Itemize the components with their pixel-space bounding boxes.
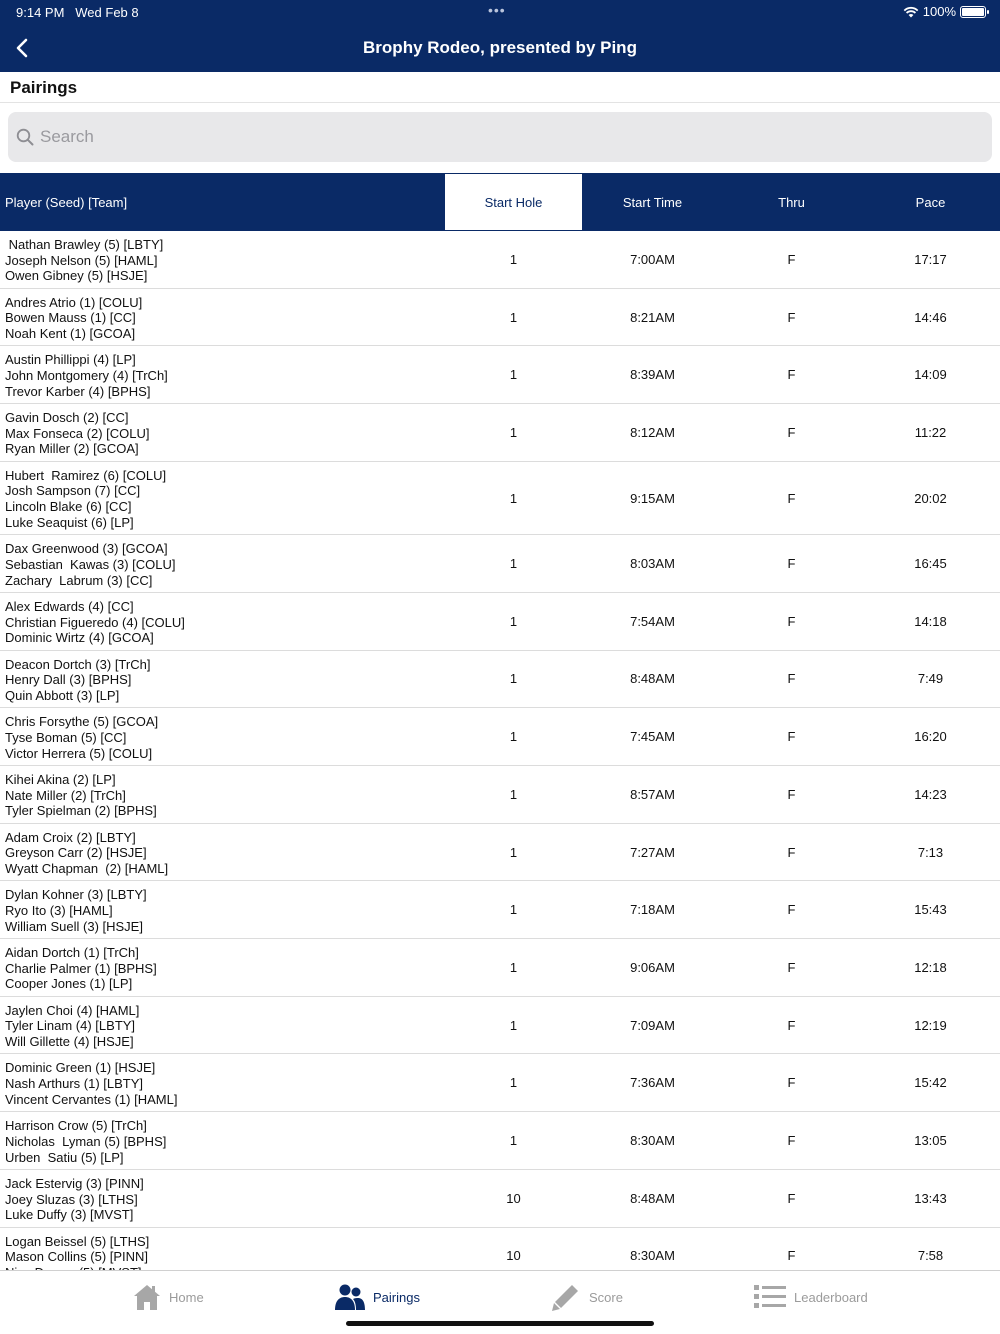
table-row[interactable] — [0, 766, 1000, 824]
player-name: Trevor Karber (4) [BPHS] — [5, 383, 151, 399]
player-name: Gavin Dosch (2) [CC] — [5, 410, 129, 426]
player-name: Josh Sampson (7) [CC] — [5, 483, 141, 499]
player-name: Charlie Palmer (1) [BPHS] — [5, 960, 157, 976]
start-hole-cell: 1 — [509, 309, 518, 325]
player-name: Logan Beissel (5) [LTHS] — [5, 1233, 150, 1249]
start-hole-cell: 1 — [509, 1075, 518, 1091]
thru-cell: F — [787, 671, 796, 687]
pace-cell: 15:42 — [914, 1075, 947, 1091]
player-name: Jaylen Choi (4) [HAML] — [5, 1002, 140, 1018]
table-row[interactable] — [0, 1112, 1000, 1170]
thru-cell: F — [787, 1075, 796, 1091]
pace-cell: 20:02 — [914, 490, 947, 506]
tab-label-leaderboard: Leaderboard — [794, 1289, 868, 1305]
player-name: Hubert Ramirez (6) [COLU] — [5, 467, 167, 483]
player-name: Wyatt Chapman (2) [HAML] — [5, 861, 169, 877]
table-row[interactable] — [0, 651, 1000, 709]
thru-cell: F — [787, 424, 796, 440]
player-name: Luke Duffy (3) [MVST] — [5, 1207, 134, 1223]
tab-pairings[interactable] — [335, 1271, 420, 1323]
thru-cell: F — [787, 367, 796, 383]
start-time-cell: 8:03AM — [630, 556, 675, 572]
player-name: Luke Seaquist (6) [LP] — [5, 514, 134, 530]
start-hole-cell: 1 — [509, 251, 518, 267]
list-icon — [754, 1283, 786, 1311]
player-name: Joseph Nelson (5) [HAML] — [5, 252, 158, 268]
player-name: Tyse Boman (5) [CC] — [5, 730, 127, 746]
tab-label-pairings: Pairings — [373, 1289, 420, 1305]
table-row[interactable] — [0, 824, 1000, 882]
tab-leaderboard[interactable] — [754, 1271, 868, 1323]
pace-cell: 13:43 — [914, 1190, 947, 1206]
pace-cell: 14:18 — [914, 613, 947, 629]
tab-label-home: Home — [169, 1289, 204, 1305]
multitasking-dots[interactable]: ••• — [488, 2, 506, 18]
player-name: Bowen Mauss (1) [CC] — [5, 310, 136, 326]
thru-cell: F — [787, 1248, 796, 1264]
player-name: Dax Greenwood (3) [GCOA] — [5, 541, 168, 557]
thru-cell: F — [787, 729, 796, 745]
player-name: Mason Collins (5) [PINN] — [5, 1249, 149, 1265]
table-row[interactable] — [0, 708, 1000, 766]
player-name: Nate Miller (2) [TrCh] — [5, 787, 126, 803]
pairings-table[interactable] — [0, 231, 1000, 1270]
thru-cell: F — [787, 1190, 796, 1206]
status-time: 9:14 PM Wed Feb 8 — [16, 5, 139, 20]
player-name: Noah Kent (1) [GCOA] — [5, 326, 136, 342]
home-indicator[interactable] — [346, 1321, 654, 1326]
start-hole-cell: 1 — [509, 786, 518, 802]
player-name: William Suell (3) [HSJE] — [5, 918, 143, 934]
pace-cell: 7:13 — [917, 844, 944, 860]
status-indicators — [903, 4, 986, 19]
player-name: Zachary Labrum (3) [CC] — [5, 572, 153, 588]
start-time-cell: 8:12AM — [630, 424, 675, 440]
table-row[interactable] — [0, 881, 1000, 939]
start-hole-cell: 1 — [509, 1132, 518, 1148]
pace-cell: 15:43 — [914, 902, 947, 918]
start-time-cell: 7:36AM — [630, 1075, 675, 1091]
start-time-cell: 8:39AM — [630, 367, 675, 383]
start-time-cell: 9:06AM — [630, 959, 675, 975]
thru-cell: F — [787, 844, 796, 860]
start-hole-cell: 1 — [509, 490, 518, 506]
thru-cell: F — [787, 309, 796, 325]
player-name: Austin Phillippi (4) [LP] — [5, 352, 136, 368]
thru-cell: F — [787, 251, 796, 267]
start-time-cell: 9:15AM — [630, 490, 675, 506]
start-time-cell: 8:21AM — [630, 309, 675, 325]
player-name: Chris Forsythe (5) [GCOA] — [5, 714, 159, 730]
table-row[interactable] — [0, 1054, 1000, 1112]
nav-header — [0, 0, 1000, 72]
player-name: Nicholas Lyman (5) [BPHS] — [5, 1133, 167, 1149]
wifi-icon — [903, 6, 919, 18]
start-time-cell: 8:48AM — [630, 1190, 675, 1206]
table-row[interactable] — [0, 289, 1000, 347]
start-time-cell: 8:30AM — [630, 1248, 675, 1264]
table-row[interactable] — [0, 939, 1000, 997]
player-name: Tyler Linam (4) [LBTY] — [5, 1018, 136, 1034]
player-name: Deacon Dortch (3) [TrCh] — [5, 656, 151, 672]
pace-cell: 17:17 — [914, 251, 947, 267]
tab-home[interactable] — [133, 1271, 204, 1323]
player-name: Dominic Wirtz (4) [GCOA] — [5, 630, 154, 646]
table-header — [0, 173, 1000, 231]
thru-cell: F — [787, 1017, 796, 1033]
start-time-cell: 7:54AM — [630, 613, 675, 629]
search-bar[interactable] — [8, 112, 992, 162]
start-time-cell: 7:45AM — [630, 729, 675, 745]
player-name: Kihei Akina (2) [LP] — [5, 772, 116, 787]
player-name: Sebastian Kawas (3) [COLU] — [5, 556, 176, 572]
player-name: John Montgomery (4) [TrCh] — [5, 368, 168, 384]
table-row[interactable] — [0, 462, 1000, 536]
start-hole-cell: 1 — [509, 844, 518, 860]
start-hole-cell: 1 — [509, 367, 518, 383]
start-hole-cell: 1 — [509, 424, 518, 440]
start-hole-cell: 1 — [509, 959, 518, 975]
pace-cell: 12:19 — [914, 1017, 947, 1033]
table-row[interactable] — [0, 535, 1000, 593]
player-name: Ryo Ito (3) [HAML] — [5, 903, 113, 919]
thru-cell: F — [787, 613, 796, 629]
table-row[interactable] — [0, 231, 1000, 289]
player-name: Andres Atrio (1) [COLU] — [5, 294, 143, 310]
thru-cell: F — [787, 556, 796, 572]
player-name: Ryan Miller (2) [GCOA] — [5, 441, 139, 457]
player-name: Alex Edwards (4) [CC] — [5, 598, 134, 614]
table-row[interactable] — [0, 404, 1000, 462]
table-row[interactable] — [0, 997, 1000, 1055]
start-hole-cell: 1 — [509, 902, 518, 918]
player-name: Will Gillette (4) [HSJE] — [5, 1034, 134, 1050]
thru-cell: F — [787, 902, 796, 918]
pace-cell: 7:49 — [917, 671, 944, 687]
thru-cell: F — [787, 959, 796, 975]
player-name: Quin Abbott (3) [LP] — [5, 688, 120, 704]
player-name: Jack Estervig (3) [PINN] — [5, 1175, 144, 1191]
table-row[interactable] — [0, 1170, 1000, 1228]
page-title: Brophy Rodeo, presented by Ping — [363, 38, 637, 57]
player-name: Nathan Brawley (5) [LBTY] — [5, 237, 164, 252]
player-name: Tyler Spielman (2) [BPHS] — [5, 803, 157, 819]
battery-icon — [960, 6, 986, 18]
start-hole-cell: 1 — [509, 613, 518, 629]
player-name: Lincoln Blake (6) [CC] — [5, 499, 132, 515]
thru-cell: F — [787, 1132, 796, 1148]
player-name: Harrison Crow (5) [TrCh] — [5, 1118, 147, 1134]
player-name: Christian Figueredo (4) [COLU] — [5, 614, 185, 630]
player-name: Adam Croix (2) [LBTY] — [5, 829, 136, 845]
column-header-start-time[interactable]: Start Time — [622, 194, 683, 210]
column-header-player[interactable]: Player (Seed) [Team] — [5, 194, 128, 210]
column-header-start-hole[interactable]: Start Hole — [444, 173, 583, 231]
player-name: Aidan Dortch (1) [TrCh] — [5, 945, 139, 961]
player-name: Nash Arthurs (1) [LBTY] — [5, 1076, 143, 1092]
player-name: Greyson Carr (2) [HSJE] — [5, 845, 147, 861]
start-hole-cell: 1 — [509, 556, 518, 572]
start-time-cell: 7:09AM — [630, 1017, 675, 1033]
pace-cell: 16:45 — [914, 556, 947, 572]
player-name: Owen Gibney (5) [HSJE] — [5, 268, 148, 284]
start-time-cell: 8:30AM — [630, 1132, 675, 1148]
column-header-pace[interactable]: Pace — [915, 194, 946, 210]
pace-cell: 13:05 — [914, 1132, 947, 1148]
start-hole-cell: 1 — [509, 729, 518, 745]
start-time-cell: 8:57AM — [630, 786, 675, 802]
column-header-thru[interactable]: Thru — [778, 194, 805, 210]
player-name: Dominic Green (1) [HSJE] — [5, 1060, 156, 1076]
start-hole-cell: 10 — [506, 1248, 521, 1264]
tab-score[interactable] — [551, 1271, 623, 1323]
battery-percent: 100% — [922, 4, 956, 19]
pace-cell: 7:58 — [917, 1248, 944, 1264]
start-hole-cell: 1 — [509, 1017, 518, 1033]
pace-cell: 12:18 — [914, 959, 947, 975]
start-hole-cell: 10 — [506, 1190, 521, 1206]
start-time-cell: 7:18AM — [630, 902, 675, 918]
player-name: Vincent Cervantes (1) [HAML] — [5, 1091, 178, 1107]
pace-cell: 11:22 — [914, 424, 947, 440]
pace-cell: 16:20 — [914, 729, 947, 745]
section-title: Pairings — [10, 78, 78, 97]
start-time-cell: 7:27AM — [630, 844, 675, 860]
home-icon — [133, 1283, 161, 1311]
player-name: Cooper Jones (1) [LP] — [5, 976, 133, 992]
player-name: Joey Sluzas (3) [LTHS] — [5, 1191, 138, 1207]
player-name: Urben Satiu (5) [LP] — [5, 1149, 124, 1165]
pace-cell: 14:46 — [914, 309, 947, 325]
pencil-icon — [551, 1282, 581, 1312]
start-time-cell: 7:00AM — [630, 251, 675, 267]
people-icon — [335, 1283, 365, 1311]
divider — [0, 102, 1000, 103]
table-row[interactable] — [0, 593, 1000, 651]
pace-cell: 14:09 — [914, 367, 947, 383]
player-name: Dylan Kohner (3) [LBTY] — [5, 887, 147, 903]
thru-cell: F — [787, 786, 796, 802]
search-icon — [16, 128, 34, 146]
tab-label-score: Score — [589, 1289, 623, 1305]
search-input[interactable] — [40, 127, 940, 147]
table-row[interactable] — [0, 346, 1000, 404]
player-name: Max Fonseca (2) [COLU] — [5, 425, 150, 441]
player-name: Victor Herrera (5) [COLU] — [5, 745, 153, 761]
pace-cell: 14:23 — [914, 786, 947, 802]
start-hole-cell: 1 — [509, 671, 518, 687]
thru-cell: F — [787, 490, 796, 506]
start-time-cell: 8:48AM — [630, 671, 675, 687]
player-name: Henry Dall (3) [BPHS] — [5, 672, 132, 688]
